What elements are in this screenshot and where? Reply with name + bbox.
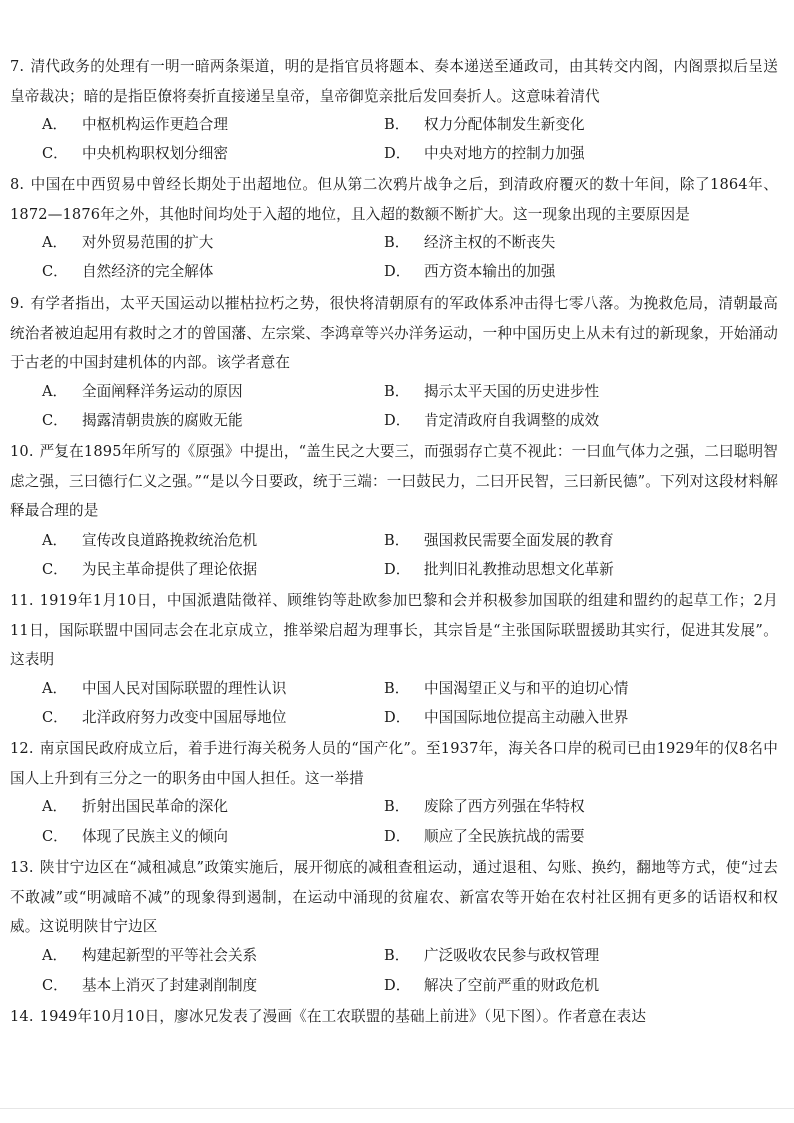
question-number: 11. — [10, 592, 34, 609]
option-7c[interactable]: C． 中央机构职权划分细密 — [42, 145, 228, 162]
question-14-stem — [10, 1002, 778, 1032]
option-7d[interactable]: D． 中央对地方的控制力加强 — [384, 145, 585, 162]
question-number: 14. — [10, 1008, 34, 1025]
option-12d[interactable]: D． 顺应了全民族抗战的需要 — [384, 828, 585, 845]
option-11d[interactable]: D． 中国国际地位提高主动融入世界 — [384, 709, 629, 726]
question-number: 8. — [10, 176, 25, 193]
question-text: 清代政务的处理有一明一暗两条渠道，明的是指官员将题本、奏本递送至通政司，由其转交内阁，内阁票拟后呈送皇帝裁决；暗的是指臣僚将奏折直接递呈皇帝，皇帝御览亲批后发回奏折人。这意味着清代 — [10, 58, 778, 105]
option-13d[interactable]: D． 解决了空前严重的财政危机 — [384, 977, 600, 994]
question-number: 10. — [10, 443, 34, 460]
question-text: 有学者指出，太平天国运动以摧枯拉朽之势，很快将清朝原有的军政体系冲击得七零八落。为挽救危局，清朝最高统治者被迫起用有救时之才的曾国藩、左宗棠、李鸿章等兴办洋务运动，一种中国历史上从未有过的新现象，开始涌动于古老的中国封建机体的内部。该学者意在 — [10, 295, 778, 372]
option-11c[interactable]: C． 北洋政府努力改变中国屈辱地位 — [42, 709, 287, 726]
option-12a[interactable]: A． 折射出国民革命的深化 — [42, 798, 228, 815]
question-number: 13. — [10, 859, 34, 876]
option-13b[interactable]: B． 广泛吸收农民参与政权管理 — [384, 947, 600, 964]
option-7a[interactable]: A． 中枢机构运作更趋合理 — [42, 116, 228, 133]
option-10a[interactable]: A． 宣传改良道路挽救统治危机 — [42, 532, 258, 549]
option-8d[interactable]: D． 西方资本输出的加强 — [384, 263, 556, 280]
option-12c[interactable]: C． 体现了民族主义的倾向 — [42, 828, 228, 845]
question-text: 陕甘宁边区在“减租减息”政策实施后，展开彻底的减租查租运动，通过退租、勾账、换约，翻地等方式，使“过去不敢减”或“明减暗不减”的现象得到遏制，在运动中涌现的贫雇农、新富农等开始在农村社区拥有更多的话语权和权威。这说明陕甘宁边区 — [10, 859, 778, 936]
option-7b[interactable]: B． 权力分配体制发生新变化 — [384, 116, 585, 133]
question-number: 9. — [10, 295, 25, 312]
question-11-stem — [10, 586, 778, 675]
option-11a[interactable]: A． 中国人民对国际联盟的理性认识 — [42, 680, 287, 697]
option-9d[interactable]: D． 肯定清政府自我调整的成效 — [384, 412, 600, 429]
page-divider — [0, 1108, 794, 1109]
option-12b[interactable]: B． 废除了西方列强在华特权 — [384, 798, 585, 815]
option-11b[interactable]: B． 中国渴望正义与和平的迫切心情 — [384, 680, 629, 697]
option-9c[interactable]: C． 揭露清朝贵族的腐败无能 — [42, 412, 243, 429]
option-10c[interactable]: C． 为民主革命提供了理论依据 — [42, 561, 258, 578]
option-10b[interactable]: B． 强国救民需要全面发展的教育 — [384, 532, 614, 549]
question-number: 7. — [10, 58, 25, 75]
question-12-stem — [10, 734, 778, 793]
question-9-stem — [10, 289, 778, 378]
question-text: 南京国民政府成立后，着手进行海关税务人员的“国产化”。至1937年，海关各口岸的税司已由1929年的仅8名中国人上升到有三分之一的职务由中国人担任。这一举措 — [10, 740, 778, 787]
question-7-stem — [10, 52, 778, 111]
option-8c[interactable]: C． 自然经济的完全解体 — [42, 263, 214, 280]
question-13-stem — [10, 853, 778, 942]
question-text: 严复在1895年所写的《原强》中提出，“盖生民之大要三，而强弱存亡莫不视此：一曰血气体力之强，二曰聪明智虑之强，三曰德行仁义之强。”“是以今日要政，统于三端：一曰鼓民力，二曰开民智，三曰新民德”。下列对这段材料解释最合理的是 — [10, 443, 778, 520]
question-text: 1949年10月10日，廖冰兄发表了漫画《在工农联盟的基础上前进》（见下图）。作者意在表达 — [39, 1008, 647, 1025]
option-8b[interactable]: B． 经济主权的不断丧失 — [384, 234, 556, 251]
option-8a[interactable]: A． 对外贸易范围的扩大 — [42, 234, 214, 251]
question-text: 中国在中西贸易中曾经长期处于出超地位。但从第二次鸦片战争之后，到清政府覆灭的数十年间，除了1864年、1872—1876年之外，其他时间均处于入超的地位，且入超的数额不断扩大。这一现象出现的主要原因是 — [10, 176, 778, 223]
option-13c[interactable]: C． 基本上消灭了封建剥削制度 — [42, 977, 258, 994]
option-13a[interactable]: A． 构建起新型的平等社会关系 — [42, 947, 258, 964]
question-text: 1919年1月10日，中国派遣陆徵祥、顾维钧等赴欧参加巴黎和会并积极参加国联的组建和盟约的起草工作；2月11日，国际联盟中国同志会在北京成立，推举梁启超为理事长，其宗旨是“主张国际联盟援助其实行，促进其发展”。这表明 — [10, 592, 778, 669]
question-8-stem — [10, 170, 778, 229]
question-10-stem — [10, 437, 778, 526]
question-number: 12. — [10, 740, 34, 757]
option-9a[interactable]: A． 全面阐释洋务运动的原因 — [42, 383, 243, 400]
option-10d[interactable]: D． 批判旧礼教推动思想文化革新 — [384, 561, 614, 578]
option-9b[interactable]: B． 揭示太平天国的历史进步性 — [384, 383, 600, 400]
